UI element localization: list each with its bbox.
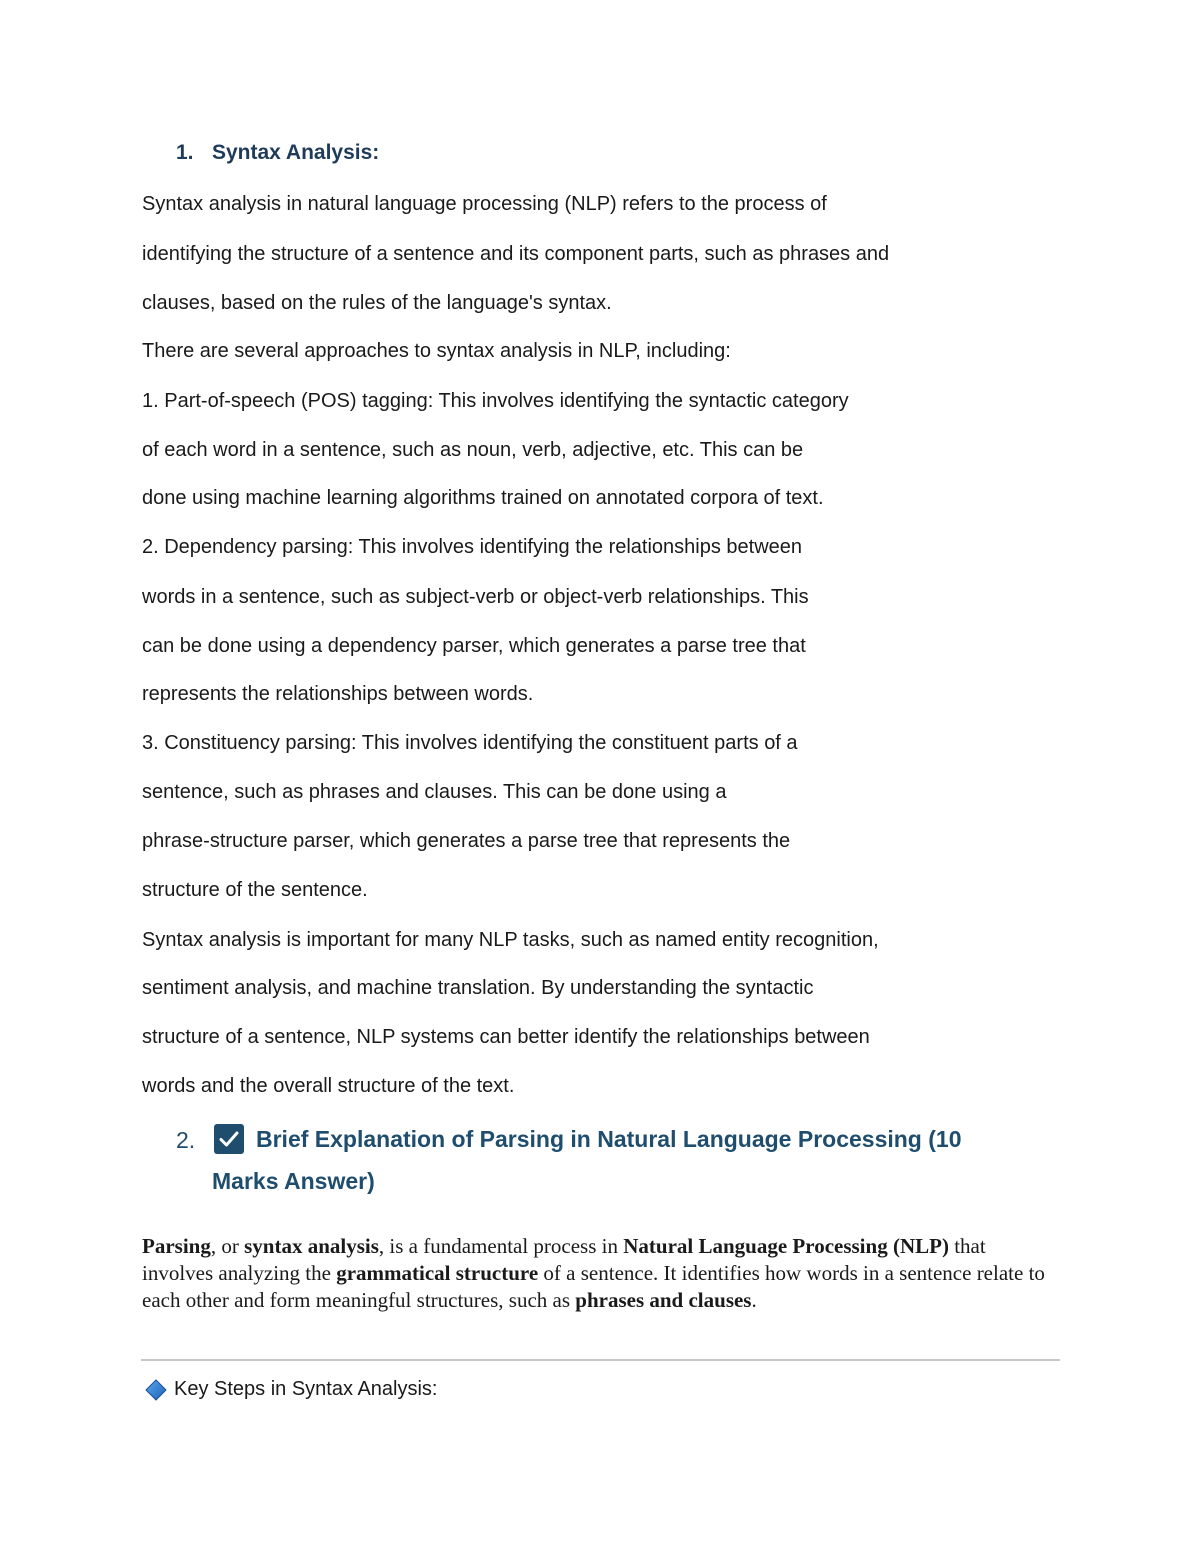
text-fragment-3: that involves analyzing the — [142, 1234, 986, 1285]
section-1-heading — [176, 141, 379, 165]
term-phrases-and-clauses: phrases and clauses — [575, 1288, 752, 1312]
term-parsing: Parsing — [142, 1234, 211, 1258]
blue-diamond-icon — [145, 1379, 167, 1401]
body-line-16: Syntax analysis is important for many NLP tasks, such as named entity recognition, — [142, 929, 879, 951]
body-line-5: 1. Part-of-speech (POS) tagging: This involves identifying the syntactic category — [142, 390, 849, 412]
text-fragment-5: . — [751, 1288, 757, 1312]
body-line-13: sentence, such as phrases and clauses. This can be done using a — [142, 781, 727, 803]
body-line-17: sentiment analysis, and machine translation. By understanding the syntactic — [142, 977, 814, 999]
key-steps-label: Key Steps in Syntax Analysis: — [174, 1378, 438, 1400]
body-line-2: identifying the structure of a sentence and its component parts, such as phrases and — [142, 243, 890, 265]
body-line-14: phrase-structure parser, which generates a parse tree that represents the — [142, 830, 791, 852]
body-line-12: 3. Constituency parsing: This involves identifying the constituent parts of a — [142, 732, 798, 754]
section-1-title: Syntax Analysis: — [212, 141, 380, 164]
text-fragment-1: , or — [210, 1234, 245, 1258]
term-nlp: Natural Language Processing (NLP) — [623, 1234, 949, 1258]
section-1-number: 1. — [176, 141, 194, 164]
body-line-4: There are several approaches to syntax analysis in NLP, including: — [142, 340, 731, 362]
body-line-11: represents the relationships between words. — [142, 683, 534, 705]
body-line-1: Syntax analysis in natural language processing (NLP) refers to the process of — [142, 193, 827, 215]
body-line-9: words in a sentence, such as subject-verb or object-verb relationships. This — [142, 586, 809, 608]
text-fragment-2: , is a fundamental process in — [378, 1234, 624, 1258]
body-line-6: of each word in a sentence, such as noun, verb, adjective, etc. This can be — [142, 439, 804, 461]
body-line-3: clauses, based on the rules of the language's syntax. — [142, 292, 612, 314]
body-line-15: structure of the sentence. — [142, 879, 368, 901]
text-fragment-4: of a sentence. It identifies how words in a sentence relate to each other and form meaningful structures, such as — [142, 1261, 1045, 1312]
body-line-7: done using machine learning algorithms trained on annotated corpora of text. — [142, 487, 824, 509]
check-mark-icon — [214, 1124, 244, 1154]
horizontal-divider — [141, 1359, 1060, 1361]
section-2-title-line-1: Brief Explanation of Parsing in Natural Language Processing (10 — [256, 1125, 962, 1152]
term-syntax-analysis: syntax analysis — [244, 1234, 379, 1258]
section-2-title-line-2: Marks Answer) — [212, 1168, 375, 1194]
body-line-10: can be done using a dependency parser, which generates a parse tree that — [142, 635, 806, 657]
body-line-18: structure of a sentence, NLP systems can better identify the relationships between — [142, 1026, 870, 1048]
section-2-number: 2. — [176, 1127, 196, 1153]
body-line-19: words and the overall structure of the text. — [142, 1075, 515, 1097]
term-grammatical-structure: grammatical structure — [336, 1261, 539, 1285]
body-line-8: 2. Dependency parsing: This involves identifying the relationships between — [142, 536, 803, 558]
parsing-paragraph — [142, 1233, 1062, 1314]
key-steps-heading — [145, 1378, 437, 1401]
